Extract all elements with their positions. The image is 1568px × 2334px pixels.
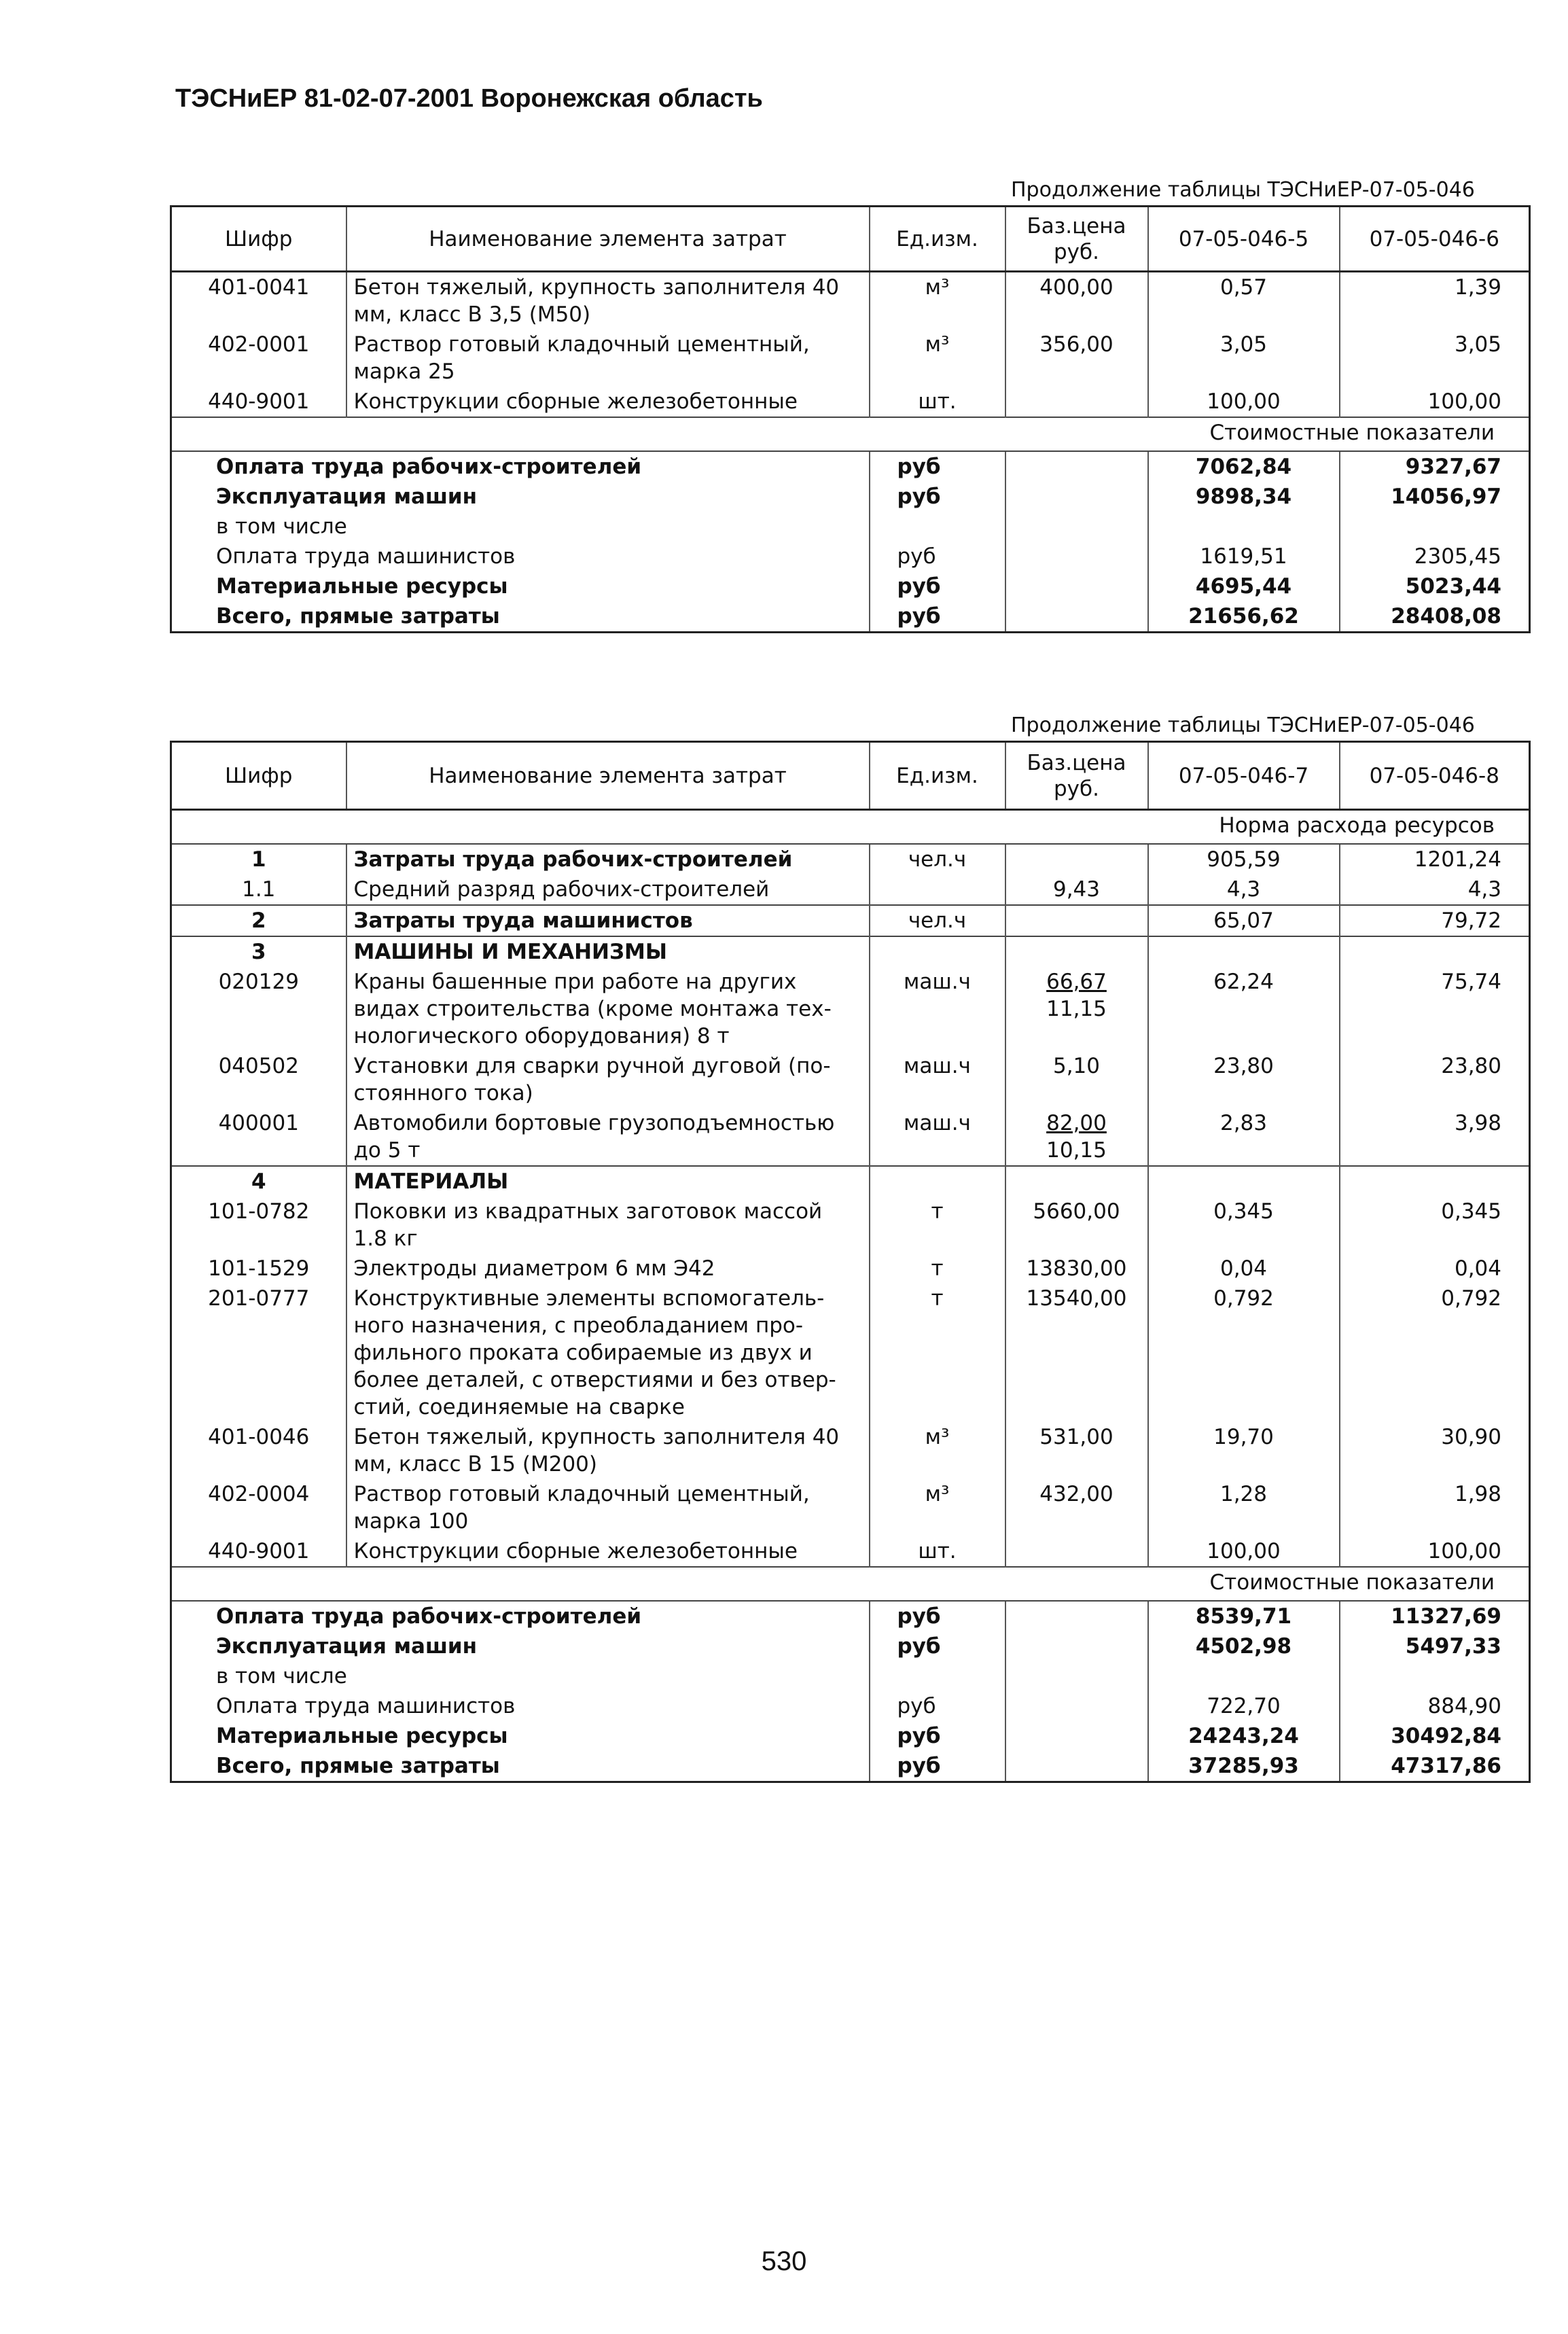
row-price	[1005, 330, 1148, 387]
col-2-header: 07-05-046-8	[1340, 742, 1530, 810]
col-name-header: Наименование элемента затрат	[346, 742, 870, 810]
row-price-value: 432,00	[1039, 1481, 1113, 1506]
row-price	[1005, 1166, 1148, 1197]
row-value-1: 0,57	[1148, 272, 1340, 330]
row-code: 020129	[171, 967, 346, 1051]
row-value-2: 0,04	[1340, 1254, 1530, 1284]
row-unit	[870, 874, 1005, 905]
cost-unit: руб	[870, 1691, 1005, 1721]
row-name: Бетон тяжелый, крупность заполнителя 40 мм, класс В 3,5 (М50)	[346, 272, 870, 330]
cost-row	[171, 1721, 1530, 1751]
row-code: 1	[171, 844, 346, 874]
cost-unit	[870, 1661, 1005, 1691]
row-value-2: 1,39	[1340, 272, 1530, 330]
cost-value-1: 24243,24	[1148, 1721, 1340, 1751]
cost-unit: руб	[870, 601, 1005, 633]
row-code: 402-0001	[171, 330, 346, 387]
row-value-1: 65,07	[1148, 905, 1340, 936]
row-price	[1005, 1197, 1148, 1254]
row-value-1: 0,345	[1148, 1197, 1340, 1254]
table2-continuation: Продолжение таблицы ТЭСНиЕР-07-05-046	[1011, 713, 1475, 737]
cost-unit: руб	[870, 1631, 1005, 1661]
cost-row	[171, 482, 1530, 512]
row-name: Бетон тяжелый, крупность заполнителя 40 мм, класс В 15 (М200)	[346, 1422, 870, 1479]
cost-name: Материальные ресурсы	[171, 1721, 870, 1751]
row-name: Конструкции сборные железобетонные	[346, 387, 870, 417]
row-name: Поковки из квадратных заготовок массой 1.8 кг	[346, 1197, 870, 1254]
table-row	[171, 1536, 1530, 1567]
row-price-value: 82,00	[1046, 1110, 1107, 1135]
cost-unit: руб	[870, 1751, 1005, 1782]
row-price-value: 356,00	[1039, 332, 1113, 357]
cost-name: Материальные ресурсы	[171, 571, 870, 601]
table-row	[171, 1197, 1530, 1254]
row-unit: т	[870, 1284, 1005, 1422]
cost-unit: руб	[870, 571, 1005, 601]
cost-price	[1005, 571, 1148, 601]
row-price	[1005, 936, 1148, 967]
row-price	[1005, 1422, 1148, 1479]
cost-value-2: 11327,69	[1340, 1601, 1530, 1631]
row-price-value: 400,00	[1039, 275, 1113, 300]
row-price-value: 9,43	[1052, 877, 1101, 902]
row-value-1: 905,59	[1148, 844, 1340, 874]
row-name: Средний разряд рабочих-строителей	[346, 874, 870, 905]
row-value-2: 100,00	[1340, 1536, 1530, 1567]
row-unit: маш.ч	[870, 1108, 1005, 1166]
cost-price	[1005, 1751, 1148, 1782]
row-code: 401-0046	[171, 1422, 346, 1479]
col-code-header: Шифр	[171, 742, 346, 810]
cost-row	[171, 1751, 1530, 1782]
cost-price	[1005, 512, 1148, 542]
row-value-1: 0,792	[1148, 1284, 1340, 1422]
row-code: 040502	[171, 1051, 346, 1108]
table-row	[171, 1422, 1530, 1479]
row-code: 201-0777	[171, 1284, 346, 1422]
row-name: Конструкции сборные железобетонные	[346, 1536, 870, 1567]
table-row	[171, 1479, 1530, 1536]
row-value-1: 100,00	[1148, 1536, 1340, 1567]
row-value-1: 3,05	[1148, 330, 1340, 387]
col-unit-header: Ед.изм.	[870, 207, 1005, 272]
row-value-2: 3,98	[1340, 1108, 1530, 1166]
cost-price	[1005, 601, 1148, 633]
table-row	[171, 1108, 1530, 1166]
cost-name: Всего, прямые затраты	[171, 1751, 870, 1782]
cost-value-2: 9327,67	[1340, 451, 1530, 482]
row-price	[1005, 387, 1148, 417]
col-1-header: 07-05-046-7	[1148, 742, 1340, 810]
row-unit: т	[870, 1197, 1005, 1254]
section-label: Норма расхода ресурсов	[171, 810, 1530, 844]
row-value-1: 23,80	[1148, 1051, 1340, 1108]
cost-value-1: 722,70	[1148, 1691, 1340, 1721]
cost-price	[1005, 1601, 1148, 1631]
row-price-value: 531,00	[1039, 1424, 1113, 1449]
row-value-2: 1201,24	[1340, 844, 1530, 874]
table-row	[171, 874, 1530, 905]
row-price-value: 13830,00	[1026, 1256, 1127, 1281]
cost-value-1	[1148, 512, 1340, 542]
row-value-2: 4,3	[1340, 874, 1530, 905]
cost-value-1: 37285,93	[1148, 1751, 1340, 1782]
table-row	[171, 387, 1530, 417]
cost-value-1: 21656,62	[1148, 601, 1340, 633]
row-value-2	[1340, 1166, 1530, 1197]
row-code: 440-9001	[171, 387, 346, 417]
row-code: 401-0041	[171, 272, 346, 330]
cost-name: Эксплуатация машин	[171, 1631, 870, 1661]
row-value-2: 3,05	[1340, 330, 1530, 387]
cost-unit: руб	[870, 1721, 1005, 1751]
cost-row	[171, 601, 1530, 633]
row-name: Краны башенные при работе на других видах строительства (кроме монтажа тех-нологического оборудования) 8 т	[346, 967, 870, 1051]
table2-header-row	[171, 742, 1530, 810]
table-row	[171, 844, 1530, 874]
document-title: ТЭСНиЕР 81-02-07-2001 Воронежская область	[175, 84, 763, 113]
row-name: Раствор готовый кладочный цементный, марка 100	[346, 1479, 870, 1536]
cost-name: Эксплуатация машин	[171, 482, 870, 512]
row-name: Затраты труда машинистов	[346, 905, 870, 936]
row-value-1: 62,24	[1148, 967, 1340, 1051]
row-value-2: 30,90	[1340, 1422, 1530, 1479]
cost-row	[171, 451, 1530, 482]
row-code: 2	[171, 905, 346, 936]
cost-row	[171, 571, 1530, 601]
row-unit: чел.ч	[870, 844, 1005, 874]
section-label: Стоимостные показатели	[171, 417, 1530, 451]
row-name: Затраты труда рабочих-строителей	[346, 844, 870, 874]
cost-value-2	[1340, 512, 1530, 542]
row-code: 101-0782	[171, 1197, 346, 1254]
row-value-1: 19,70	[1148, 1422, 1340, 1479]
row-name: Раствор готовый кладочный цементный, марка 25	[346, 330, 870, 387]
cost-price	[1005, 1631, 1148, 1661]
row-unit: т	[870, 1254, 1005, 1284]
cost-unit: руб	[870, 482, 1005, 512]
cost-row	[171, 1601, 1530, 1631]
cost-value-1: 7062,84	[1148, 451, 1340, 482]
row-price-secondary: 11,15	[1046, 996, 1107, 1021]
cost-row	[171, 1691, 1530, 1721]
row-value-2: 100,00	[1340, 387, 1530, 417]
row-price-value: 13540,00	[1026, 1286, 1127, 1311]
table1-header-row	[171, 207, 1530, 272]
cost-value-2: 30492,84	[1340, 1721, 1530, 1751]
col-name-header: Наименование элемента затрат	[346, 207, 870, 272]
table-row	[171, 1051, 1530, 1108]
table1-continuation: Продолжение таблицы ТЭСНиЕР-07-05-046	[1011, 178, 1475, 202]
row-unit: м³	[870, 1479, 1005, 1536]
cost-name: Оплата труда машинистов	[171, 1691, 870, 1721]
col-code-header: Шифр	[171, 207, 346, 272]
cost-price	[1005, 1661, 1148, 1691]
table-row	[171, 330, 1530, 387]
row-code: 4	[171, 1166, 346, 1197]
row-price-value: 66,67	[1046, 969, 1107, 994]
cost-price	[1005, 542, 1148, 571]
row-unit: м³	[870, 330, 1005, 387]
row-value-2	[1340, 936, 1530, 967]
row-price	[1005, 1284, 1148, 1422]
section-label: Стоимостные показатели	[171, 1567, 1530, 1601]
cost-value-1: 8539,71	[1148, 1601, 1340, 1631]
cost-name: Оплата труда рабочих-строителей	[171, 1601, 870, 1631]
table-row	[171, 936, 1530, 967]
cost-value-2: 2305,45	[1340, 542, 1530, 571]
row-price-value: 5,10	[1052, 1053, 1101, 1078]
row-name: Установки для сварки ручной дуговой (по-стоянного тока)	[346, 1051, 870, 1108]
cost-value-1: 4502,98	[1148, 1631, 1340, 1661]
row-unit: шт.	[870, 1536, 1005, 1567]
cost-name: Всего, прямые затраты	[171, 601, 870, 633]
cost-value-2: 5023,44	[1340, 571, 1530, 601]
cost-unit: руб	[870, 1601, 1005, 1631]
row-value-2: 23,80	[1340, 1051, 1530, 1108]
cost-row	[171, 542, 1530, 571]
col-unit-header: Ед.изм.	[870, 742, 1005, 810]
row-unit: м³	[870, 272, 1005, 330]
row-code: 440-9001	[171, 1536, 346, 1567]
row-name: МАШИНЫ И МЕХАНИЗМЫ	[346, 936, 870, 967]
cost-row	[171, 512, 1530, 542]
row-price	[1005, 1254, 1148, 1284]
table-row	[171, 272, 1530, 330]
row-price	[1005, 844, 1148, 874]
cost-name: в том числе	[171, 512, 870, 542]
row-price	[1005, 1479, 1148, 1536]
row-price-secondary: 10,15	[1046, 1137, 1107, 1163]
col-price-header: Баз.цена руб.	[1005, 207, 1148, 272]
cost-unit: руб	[870, 451, 1005, 482]
section-label-row	[171, 810, 1530, 844]
cost-unit	[870, 512, 1005, 542]
row-unit: маш.ч	[870, 1051, 1005, 1108]
table2	[170, 741, 1531, 1783]
row-price	[1005, 1108, 1148, 1166]
row-name: МАТЕРИАЛЫ	[346, 1166, 870, 1197]
col-1-header: 07-05-046-5	[1148, 207, 1340, 272]
row-value-2: 0,792	[1340, 1284, 1530, 1422]
row-code: 101-1529	[171, 1254, 346, 1284]
col-price-header: Баз.цена руб.	[1005, 742, 1148, 810]
row-unit: чел.ч	[870, 905, 1005, 936]
row-value-2: 0,345	[1340, 1197, 1530, 1254]
cost-name: Оплата труда машинистов	[171, 542, 870, 571]
table-row	[171, 967, 1530, 1051]
row-value-1	[1148, 1166, 1340, 1197]
table-row	[171, 1284, 1530, 1422]
row-code: 3	[171, 936, 346, 967]
row-code: 400001	[171, 1108, 346, 1166]
row-price	[1005, 272, 1148, 330]
cost-row	[171, 1631, 1530, 1661]
cost-value-2: 14056,97	[1340, 482, 1530, 512]
cost-value-2	[1340, 1661, 1530, 1691]
row-value-1: 2,83	[1148, 1108, 1340, 1166]
table-row	[171, 1254, 1530, 1284]
cost-unit: руб	[870, 542, 1005, 571]
row-name: Автомобили бортовые грузоподъемностью до 5 т	[346, 1108, 870, 1166]
row-code: 1.1	[171, 874, 346, 905]
row-value-2: 1,98	[1340, 1479, 1530, 1536]
table-row	[171, 1166, 1530, 1197]
cost-value-2: 884,90	[1340, 1691, 1530, 1721]
cost-price	[1005, 1721, 1148, 1751]
section-label-row	[171, 417, 1530, 451]
cost-value-2: 5497,33	[1340, 1631, 1530, 1661]
row-unit: маш.ч	[870, 967, 1005, 1051]
row-name: Электроды диаметром 6 мм Э42	[346, 1254, 870, 1284]
table-row	[171, 905, 1530, 936]
row-price-value: 5660,00	[1033, 1199, 1120, 1224]
cost-name: Оплата труда рабочих-строителей	[171, 451, 870, 482]
row-price	[1005, 905, 1148, 936]
col-2-header: 07-05-046-6	[1340, 207, 1530, 272]
cost-price	[1005, 482, 1148, 512]
row-price	[1005, 1051, 1148, 1108]
cost-price	[1005, 451, 1148, 482]
row-value-1: 4,3	[1148, 874, 1340, 905]
cost-value-1: 1619,51	[1148, 542, 1340, 571]
row-unit	[870, 936, 1005, 967]
row-value-2: 79,72	[1340, 905, 1530, 936]
row-price	[1005, 967, 1148, 1051]
table1	[170, 205, 1531, 633]
cost-name: в том числе	[171, 1661, 870, 1691]
row-code: 402-0004	[171, 1479, 346, 1536]
row-value-1: 0,04	[1148, 1254, 1340, 1284]
row-unit	[870, 1166, 1005, 1197]
cost-value-1	[1148, 1661, 1340, 1691]
cost-price	[1005, 1691, 1148, 1721]
row-unit: м³	[870, 1422, 1005, 1479]
row-unit: шт.	[870, 387, 1005, 417]
row-value-1	[1148, 936, 1340, 967]
row-value-1: 100,00	[1148, 387, 1340, 417]
cost-value-1: 4695,44	[1148, 571, 1340, 601]
row-value-1: 1,28	[1148, 1479, 1340, 1536]
row-name: Конструктивные элементы вспомогатель-ного назначения, с преобладанием про-фильного проката собираемые из двух и более деталей, с отверстиями и без отвер-стий, соединяемые на сварке	[346, 1284, 870, 1422]
cost-row	[171, 1661, 1530, 1691]
row-value-2: 75,74	[1340, 967, 1530, 1051]
row-price	[1005, 874, 1148, 905]
cost-value-2: 28408,08	[1340, 601, 1530, 633]
cost-value-1: 9898,34	[1148, 482, 1340, 512]
cost-value-2: 47317,86	[1340, 1751, 1530, 1782]
section-label-row	[171, 1567, 1530, 1601]
row-price	[1005, 1536, 1148, 1567]
page-number: 530	[761, 2246, 807, 2276]
